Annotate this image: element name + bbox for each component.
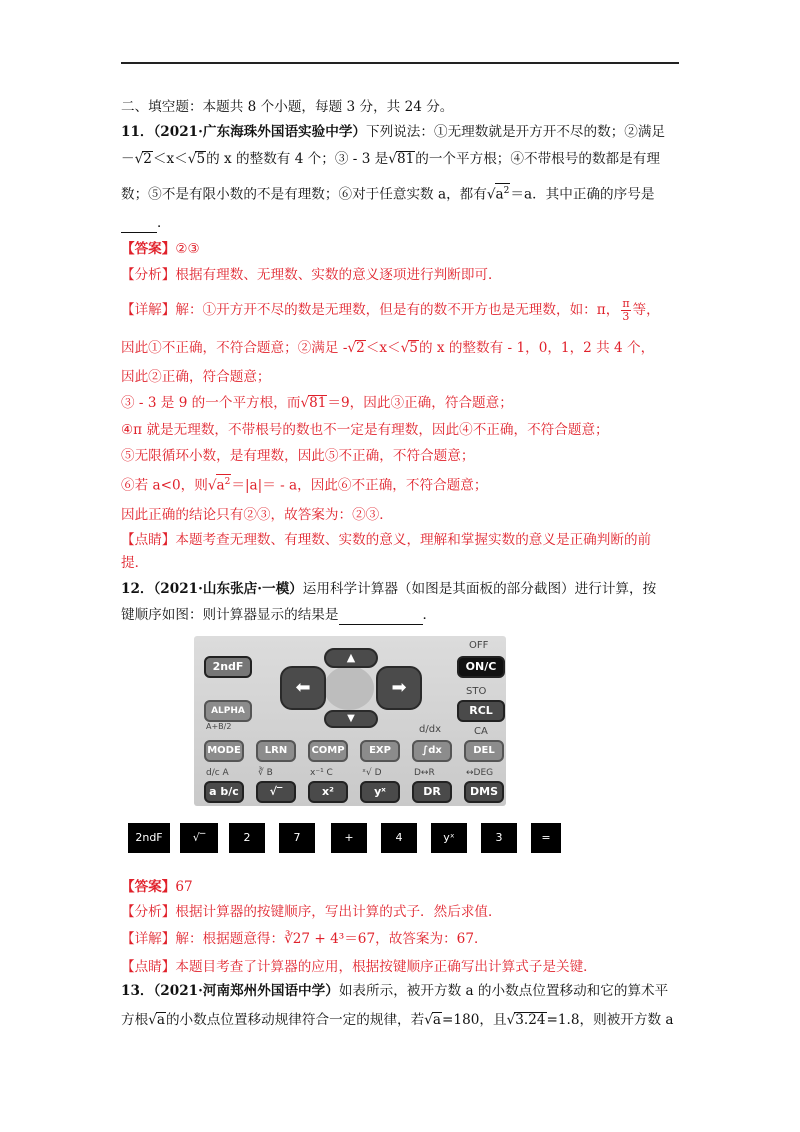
sequence-key: + xyxy=(331,823,367,853)
fraction-numerator: π xyxy=(622,297,630,310)
2ndf-key: 2ndF xyxy=(204,656,252,678)
detail-text: 的 x 的整数有 - 1，0，1，2 共 4 个， xyxy=(418,340,655,356)
q11-detail-8: 因此正确的结论只有②③，故答案为：②③． xyxy=(121,507,393,523)
on-c-key: ON/C xyxy=(457,656,505,678)
down-arrow-key: ▼ xyxy=(324,710,378,728)
detail-text: ＝9，因此③正确，符合题意； xyxy=(327,395,513,411)
answer-label: 【答案】 xyxy=(121,241,176,257)
q12-detail xyxy=(121,930,681,948)
detail-text: ＝67，故答案为：67． xyxy=(344,931,488,947)
answer-value: ②③ xyxy=(175,241,200,257)
calc-key: EXP xyxy=(360,740,400,762)
key-label: d/dx xyxy=(419,724,441,735)
sequence-key: √‾ xyxy=(180,823,218,853)
q12-number: 12． xyxy=(121,581,154,597)
section-header: 二、填空题：本题共 8 个小题，每题 3 分，共 24 分。 xyxy=(121,99,454,115)
calc-key: MODE xyxy=(204,740,244,762)
sqrt-expr: 5 xyxy=(196,151,206,167)
sqrt-expr: 81 xyxy=(396,151,415,167)
exponent: 2 xyxy=(224,477,231,487)
detail-text: ＜x＜ xyxy=(365,340,401,356)
sqrt-expr: a xyxy=(432,1012,442,1028)
sequence-key: 2ndF xyxy=(128,823,170,853)
sqrt-expr xyxy=(216,474,232,493)
q11-detail-6: ⑤无限循环小数，是有理数，因此⑤不正确，不符合题意； xyxy=(121,448,475,464)
pi-over-3-fraction xyxy=(621,298,630,323)
answer-blank xyxy=(339,606,423,625)
dpad-center xyxy=(324,666,374,710)
detail-text: ＝|a|＝ - a，因此⑥不正确，不符合题意； xyxy=(231,477,488,494)
key-label: ↔DEG xyxy=(466,768,494,778)
alpha-key: ALPHA xyxy=(204,700,252,722)
sqrt-base: a xyxy=(495,186,504,203)
q13-number: 13． xyxy=(121,983,154,999)
detail-text: 【详解】解：根据题意得： xyxy=(121,931,285,947)
q11-analysis: 【分析】根据有理数、无理数、实数的意义逐项进行判断即可． xyxy=(121,267,502,283)
sequence-key: 7 xyxy=(279,823,315,853)
q13-text: 方根 xyxy=(121,1012,149,1028)
exponent: 2 xyxy=(503,186,510,196)
q11-text: ＝a．其中正确的序号是 xyxy=(510,186,655,203)
q11-text: ． xyxy=(157,215,171,231)
q12-line-2 xyxy=(121,606,681,625)
q12-source: （2021·山东张店·一模） xyxy=(153,581,303,597)
q12-line-1 xyxy=(121,580,681,598)
calc-key: ∫dx xyxy=(412,740,452,762)
answer-value: 67 xyxy=(175,879,193,895)
q12-comment: 【点睛】本题目考查了计算器的应用，根据按键顺序正确写出计算式子是关键． xyxy=(121,959,597,975)
q11-comment-1: 【点睛】本题考查无理数、有理数、实数的意义，理解和掌握实数的意义是正确判断的前 xyxy=(121,532,652,548)
q11-detail-1 xyxy=(121,298,681,323)
sequence-key: yˣ xyxy=(431,823,467,853)
q11-text: 下列说法：①无理数就是开方开不尽的数；②满足 xyxy=(366,124,666,140)
q11-text: － xyxy=(121,151,135,167)
q13-text: =1.8，则被开方数 a xyxy=(546,1012,674,1028)
calculator-panel-image xyxy=(194,636,506,806)
q11-text: ＜x＜ xyxy=(152,151,188,167)
detail-text: ③ - 3 是 9 的一个平方根，而 xyxy=(121,395,301,411)
detail-text: ⑥若 a<0，则 xyxy=(121,477,208,494)
sequence-key: = xyxy=(531,823,561,853)
q12-text: 键顺序如图：则计算器显示的结果是 xyxy=(121,607,339,623)
q11-detail-7: ⑥若 a<0，则$√a^2=|a|= - a$，因此⑥不正确，不符合题意； xyxy=(121,474,681,495)
q11-text: 的一个平方根；④不带根号的数都是有理 xyxy=(415,151,660,167)
q12-text: ． xyxy=(422,607,437,623)
q11-line-1 xyxy=(121,123,681,141)
q13-source: （2021·河南郑州外国语中学） xyxy=(153,983,339,999)
sequence-key: 4 xyxy=(381,823,417,853)
right-arrow-key: ➡ xyxy=(376,666,422,710)
q11-line-2: －√2＜x＜√5的 x 的整数有 4 个；③ - 3 是√81的一个平方根；④不带根号的数都是有理 xyxy=(121,151,660,167)
q12-answer xyxy=(121,878,681,896)
calc-key: LRN xyxy=(256,740,296,762)
calc-key: a b/c xyxy=(204,781,244,803)
detail-expression: ∛27 + 4³ xyxy=(284,931,345,947)
q11-detail-4: ③ - 3 是 9 的一个平方根，而√81＝9，因此③正确，符合题意； xyxy=(121,395,513,411)
detail-text: 【详解】解：①开方开不尽的数是无理数，但是有的数不开方也是无理数，如：π， xyxy=(121,302,620,318)
calc-key: DMS xyxy=(464,781,504,803)
q13-line-2: 方根√a的小数点位置移动规律符合一定的规律，若√a=180，且√3.24=1.8，则被开方数 a xyxy=(121,1012,674,1028)
sqrt-base: a xyxy=(216,477,225,494)
sqrt-expr: 2 xyxy=(143,151,152,167)
key-label: ˣ√ D xyxy=(362,768,382,778)
q13-text: 的小数点位置移动规律符合一定的规律，若 xyxy=(165,1012,425,1028)
sqrt-expr: 2 xyxy=(356,340,365,356)
q12-text: 运用科学计算器（如图是其面板的部分截图）进行计算，按 xyxy=(302,581,657,597)
q11-detail-3: 因此②正确，符合题意； xyxy=(121,369,271,385)
up-arrow-key: ▲ xyxy=(324,648,378,668)
sqrt-expr: 81 xyxy=(309,395,327,411)
q13-text: =180，且 xyxy=(442,1012,507,1028)
rcl-key: RCL xyxy=(457,700,505,722)
q11-answer xyxy=(121,240,681,258)
sqrt-expr: 3.24 xyxy=(515,1012,546,1028)
left-arrow-key: ⬅ xyxy=(280,666,326,710)
answer-label: 【答案】 xyxy=(121,879,176,895)
calc-key: yˣ xyxy=(360,781,400,803)
answer-blank xyxy=(121,214,157,233)
detail-text: 因此①不正确，不符合题意；②满足 - xyxy=(121,340,348,356)
q11-detail-2: 因此①不正确，不符合题意；②满足 -√2＜x＜√5的 x 的整数有 - 1，0，1，2 共 4 个， xyxy=(121,340,655,356)
detail-text: 等， xyxy=(632,302,660,318)
key-label: x⁻¹ C xyxy=(310,768,333,778)
sto-label: STO xyxy=(466,686,487,697)
key-label: ∛ B xyxy=(258,768,273,778)
key-label: D↔R xyxy=(414,768,435,778)
key-label: A+B/2 xyxy=(206,722,232,731)
q11-source: （2021·广东海珠外国语实验中学） xyxy=(153,124,367,140)
q11-line-3: 数；⑤不是有限小数的不是有理数；⑥对于任意实数 a，都有$√a^2=a$．其中正确的序号是 xyxy=(121,183,681,204)
q11-detail-5: ④π 就是无理数，不带根号的数也不一定是有理数，因此④不正确，不符合题意； xyxy=(121,422,609,438)
q12-analysis: 【分析】根据计算器的按键顺序，写出计算的式子．然后求值． xyxy=(121,904,502,920)
calc-key: DEL xyxy=(464,740,504,762)
fraction-denominator: 3 xyxy=(622,310,630,323)
q13-line-1 xyxy=(121,982,681,1000)
sqrt-expr: 5 xyxy=(409,340,418,356)
calc-key: √‾ xyxy=(256,781,296,803)
q11-text: 的 x 的整数有 4 个；③ - 3 是 xyxy=(206,151,389,167)
off-label: OFF xyxy=(469,640,489,651)
calc-key: DR xyxy=(412,781,452,803)
sqrt-expr xyxy=(495,183,511,202)
calc-key: x² xyxy=(308,781,348,803)
sequence-key: 3 xyxy=(481,823,517,853)
key-label: CA xyxy=(474,726,488,737)
q11-comment-2: 提． xyxy=(121,555,149,571)
top-rule xyxy=(121,62,679,64)
sequence-key: 2 xyxy=(229,823,265,853)
q11-text: 数；⑤不是有限小数的不是有理数；⑥对于任意实数 a，都有 xyxy=(121,186,487,203)
key-label: d/c A xyxy=(206,768,229,778)
q11-number: 11． xyxy=(121,124,154,140)
q13-text: 如表所示，被开方数 a 的小数点位置移动和它的算术平 xyxy=(338,983,669,999)
calc-key: COMP xyxy=(308,740,348,762)
q11-line-4 xyxy=(121,214,681,233)
sqrt-expr: a xyxy=(156,1012,165,1028)
